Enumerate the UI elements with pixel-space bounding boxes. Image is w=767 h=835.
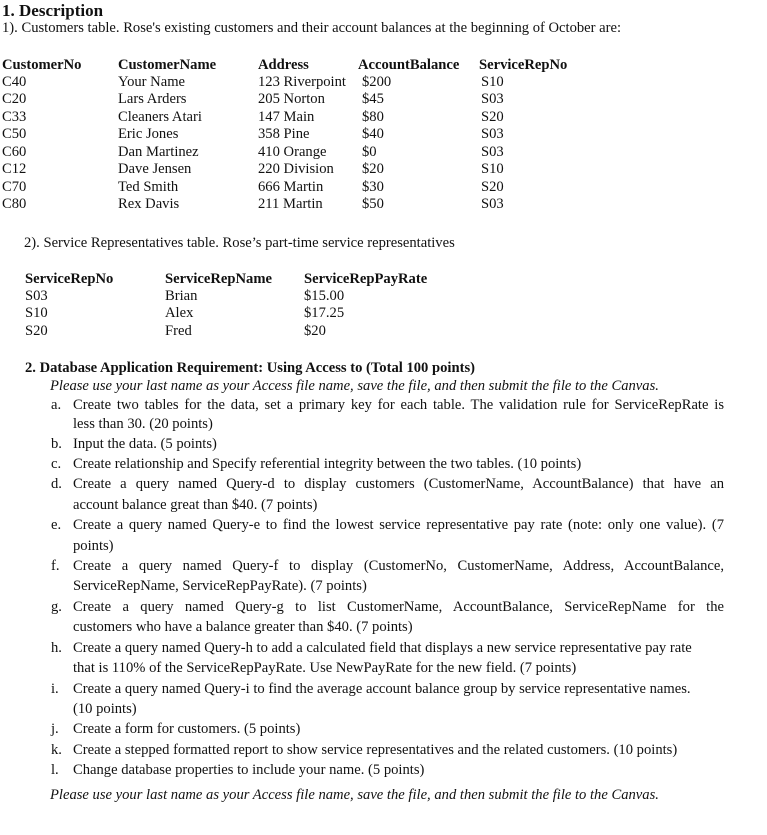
customers-cell-servicerepno: S20: [481, 109, 504, 125]
customers-intro: 1). Customers table. Rose's existing customers and their account balances at the beginning of October are:: [2, 20, 622, 36]
requirement-text: ServiceRepName, ServiceRepPayRate). (7 points): [73, 578, 367, 594]
customers-cell-accountbalance: $40: [362, 126, 384, 142]
requirement-marker: l.: [51, 762, 59, 778]
reps-cell-servicerepno: S20: [25, 323, 48, 339]
requirement-text: Create two tables for the data, set a primary key for each table. The validation rule for ServiceRepRate is: [73, 397, 724, 413]
requirement-marker: f.: [51, 558, 60, 574]
customers-cell-accountbalance: $80: [362, 109, 384, 125]
reps-cell-servicereppayrate: $15.00: [304, 288, 345, 304]
customers-cell-customername: Your Name: [118, 74, 186, 90]
customers-cell-accountbalance: $30: [362, 179, 384, 195]
customers-cell-customername: Eric Jones: [118, 126, 179, 142]
requirement-text: Create a query named Query-i to find the average account balance group by service representative names.: [73, 681, 691, 697]
customers-cell-servicerepno: S03: [481, 91, 504, 107]
reps-cell-servicerepname: Brian: [165, 288, 198, 304]
customers-cell-accountbalance: $0: [362, 144, 377, 160]
requirement-text: Change database properties to include your name. (5 points): [73, 762, 425, 778]
reps-cell-servicerepname: Alex: [165, 305, 194, 321]
requirement-text: Create a query named Query-f to display (CustomerNo, CustomerName, Address, AccountBalance,: [73, 558, 724, 574]
reps-cell-servicerepno: S10: [25, 305, 48, 321]
customers-cell-address: 358 Pine: [258, 126, 310, 142]
customers-cell-accountbalance: $45: [362, 91, 384, 107]
requirement-text: Create relationship and Specify referential integrity between the two tables. (10 points): [73, 456, 582, 472]
reps-cell-servicerepname: Fred: [165, 323, 192, 339]
requirement-text: Input the data. (5 points): [73, 436, 217, 452]
requirement-text: (10 points): [73, 701, 137, 717]
section2-instruction: Please use your last name as your Access file name, save the file, and then submit the file to the Canvas.: [50, 378, 659, 394]
customers-cell-customerno: C33: [2, 109, 27, 125]
customers-cell-accountbalance: $200: [362, 74, 392, 90]
requirement-text: points): [73, 538, 114, 554]
reps-header-servicerepno: ServiceRepNo: [25, 271, 114, 287]
customers-cell-customerno: C12: [2, 161, 27, 177]
customers-cell-address: 147 Main: [258, 109, 315, 125]
customers-cell-customername: Dan Martinez: [118, 144, 199, 160]
customers-cell-address: 410 Orange: [258, 144, 327, 160]
customers-cell-address: 205 Norton: [258, 91, 325, 107]
customers-cell-address: 123 Riverpoint: [258, 74, 346, 90]
customers-cell-servicerepno: S10: [481, 161, 504, 177]
requirement-marker: g.: [51, 599, 62, 615]
requirement-text: Create a query named Query-h to add a calculated field that displays a new service representative pay rate: [73, 640, 692, 656]
customers-cell-customername: Ted Smith: [118, 179, 179, 195]
customers-cell-customerno: C80: [2, 196, 27, 212]
requirement-marker: a.: [51, 397, 62, 413]
customers-cell-customername: Dave Jensen: [118, 161, 192, 177]
closing-instruction: Please use your last name as your Access file name, save the file, and then submit the file to the Canvas.: [50, 787, 659, 803]
requirement-text: Create a query named Query-e to find the lowest service representative pay rate (note: only one value). (7: [73, 517, 724, 533]
requirement-marker: c.: [51, 456, 62, 472]
customers-cell-accountbalance: $50: [362, 196, 384, 212]
requirement-text: Create a query named Query-g to list CustomerName, AccountBalance, ServiceRepName for the: [73, 599, 724, 615]
reps-cell-servicerepno: S03: [25, 288, 48, 304]
reps-cell-servicereppayrate: $20: [304, 323, 326, 339]
customers-cell-customerno: C40: [2, 74, 27, 90]
customers-cell-customername: Rex Davis: [118, 196, 180, 212]
customers-cell-servicerepno: S03: [481, 196, 504, 212]
section1-heading: 1. Description: [2, 1, 104, 20]
reps-intro: 2). Service Representatives table. Rose’s part-time service representatives: [24, 235, 455, 251]
customers-cell-servicerepno: S20: [481, 179, 504, 195]
requirement-marker: b.: [51, 436, 62, 452]
reps-cell-servicereppayrate: $17.25: [304, 305, 345, 321]
requirement-marker: h.: [51, 640, 62, 656]
customers-cell-servicerepno: S10: [481, 74, 504, 90]
customers-cell-customerno: C50: [2, 126, 27, 142]
customers-header-customerno: CustomerNo: [2, 57, 82, 73]
customers-cell-customername: Cleaners Atari: [118, 109, 202, 125]
reps-header-servicerepname: ServiceRepName: [165, 271, 272, 287]
customers-cell-customerno: C20: [2, 91, 27, 107]
requirement-text: Create a query named Query-d to display customers (CustomerName, AccountBalance) that have an: [73, 476, 724, 492]
customers-cell-customername: Lars Arders: [118, 91, 187, 107]
requirement-marker: i.: [51, 681, 59, 697]
customers-header-customername: CustomerName: [118, 57, 217, 73]
requirement-marker: j.: [51, 721, 59, 737]
customers-cell-customerno: C70: [2, 179, 27, 195]
customers-header-address: Address: [258, 57, 309, 73]
requirement-text: customers who have a balance greater than $40. (7 points): [73, 619, 413, 635]
customers-header-servicerepno: ServiceRepNo: [479, 57, 568, 73]
customers-cell-servicerepno: S03: [481, 144, 504, 160]
customers-cell-servicerepno: S03: [481, 126, 504, 142]
customers-header-accountbalance: AccountBalance: [358, 57, 460, 73]
requirement-marker: d.: [51, 476, 62, 492]
section2-heading: 2. Database Application Requirement: Using Access to (Total 100 points): [25, 360, 475, 376]
requirement-marker: e.: [51, 517, 62, 533]
requirement-text: that is 110% of the ServiceRepPayRate. Use NewPayRate for the new field. (7 points): [73, 660, 577, 676]
customers-cell-address: 220 Division: [258, 161, 334, 177]
requirement-text: Create a stepped formatted report to show service representatives and the related customers. (10 points): [73, 742, 678, 758]
customers-cell-customerno: C60: [2, 144, 27, 160]
requirement-text: account balance great than $40. (7 points): [73, 497, 318, 513]
requirement-text: Create a form for customers. (5 points): [73, 721, 301, 737]
reps-header-servicereppayrate: ServiceRepPayRate: [304, 271, 428, 287]
customers-cell-address: 666 Martin: [258, 179, 324, 195]
customers-cell-address: 211 Martin: [258, 196, 323, 212]
requirement-marker: k.: [51, 742, 62, 758]
requirement-text: less than 30. (20 points): [73, 416, 213, 432]
customers-cell-accountbalance: $20: [362, 161, 384, 177]
